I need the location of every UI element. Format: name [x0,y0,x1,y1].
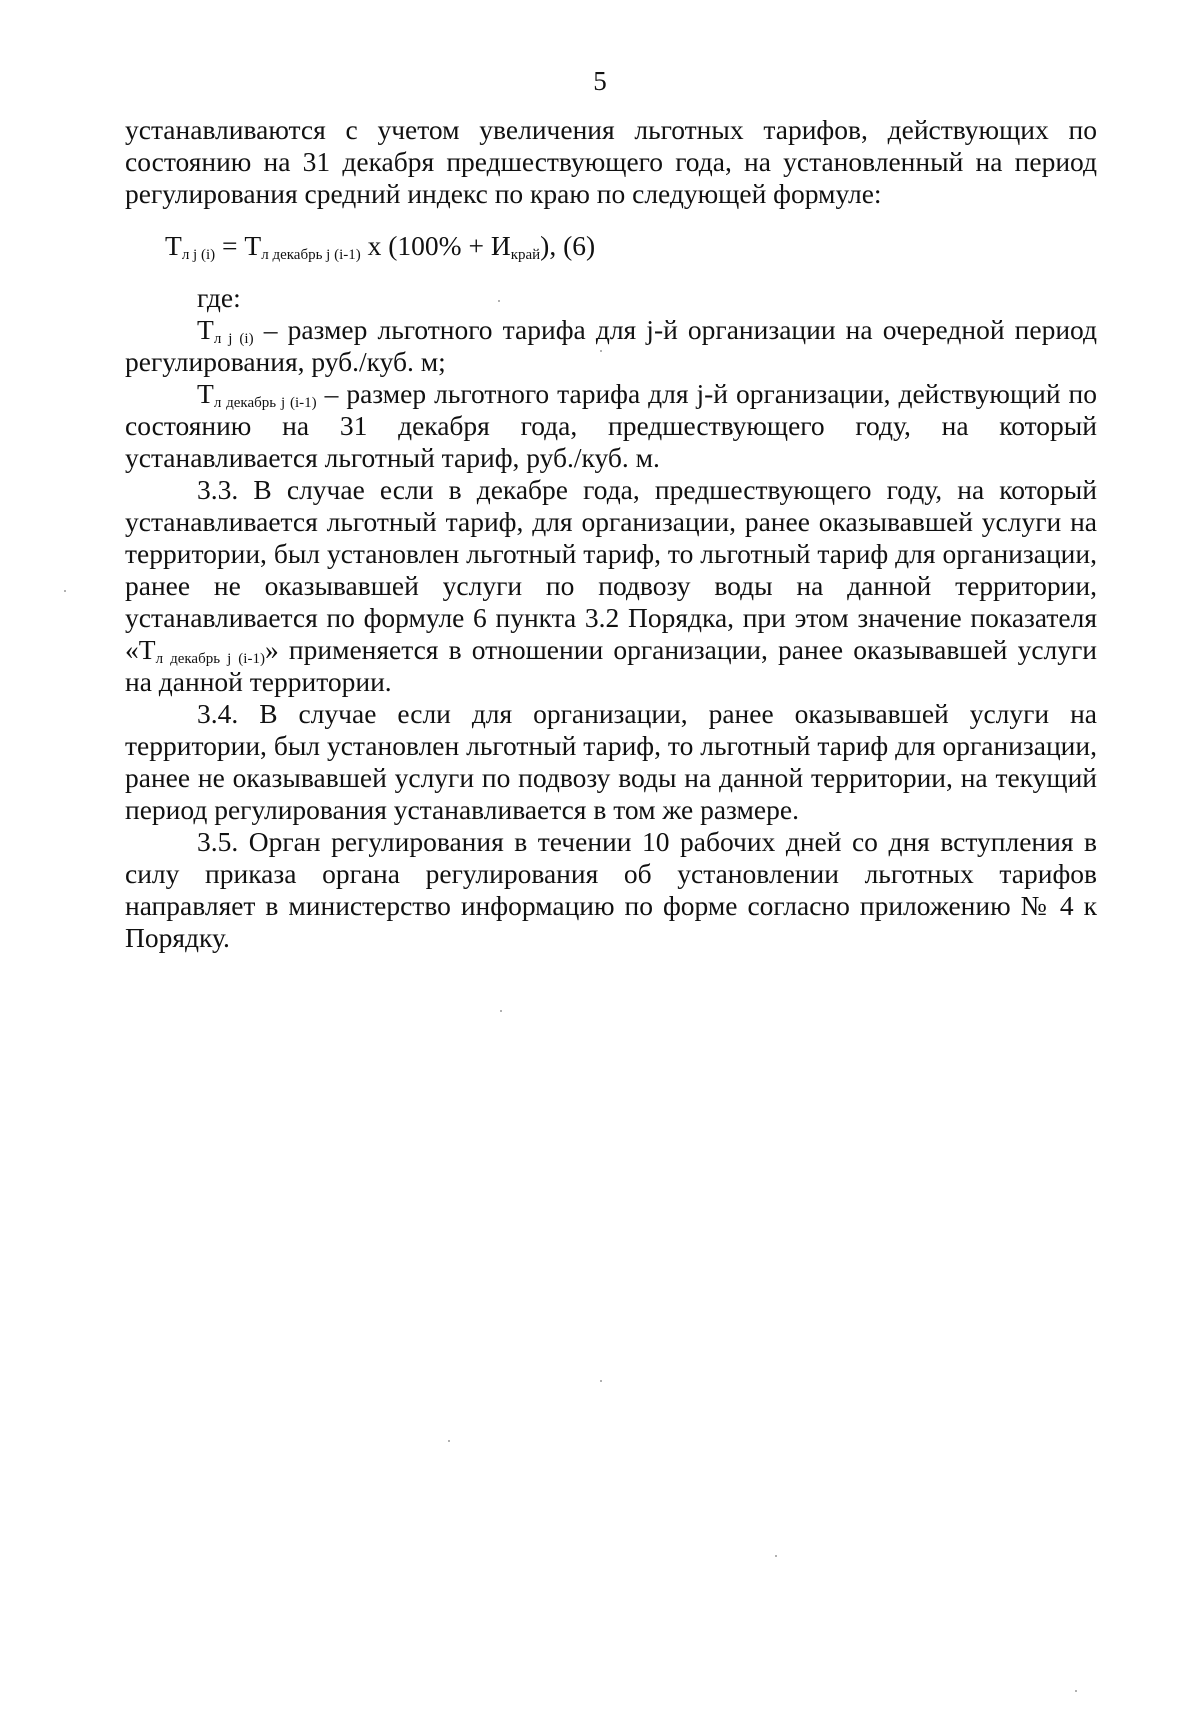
definition-1-text: – размер льготного тарифа для j-й организации на очередной период регулирования, руб./куб. м; [125,314,1098,377]
formula-lhs-symbol: Т [165,230,182,261]
formula-rhs-subscript: л декабрь j (i-1) [261,247,361,263]
document-body [125,114,1097,954]
definition-current-tariff [125,314,1097,378]
definition-2-subscript: л декабрь j (i-1) [213,395,317,411]
paragraph-3-3 [125,474,1097,698]
scan-speck [1075,1690,1077,1692]
scan-speck [775,1555,777,1557]
where-label: где: [197,282,241,313]
paragraph-3-5: 3.5. Орган регулирования в течении 10 рабочих дней со дня вступления в силу приказа органа регулирования об установлении льготных тарифов направляет в министерство информацию по форме согласно приложению № 4 к Порядку. [125,826,1097,953]
definition-1-symbol: Т [197,314,214,345]
paragraph-3-3-tail: » применяется в отношении организации, ранее оказывавшей услуги на данной территории. [125,634,1097,697]
definition-1-subscript: л j (i) [213,331,254,347]
formula-rhs-symbol: Т [244,230,262,261]
formula-tail: ), (6) [540,230,596,261]
paragraph-3-4: 3.4. В случае если для организации, ранее оказывавшей услуги на территории, был установлен льготный тариф, то льготный тариф для организации, ранее не оказывавшей услуги по подвозу воды на данной территории, на текущий период регулирования устанавливается в том же размере. [125,698,1097,825]
paragraph-3-3-text: 3.3. В случае если в декабре года, предшествующего году, на который устанавливается льготный тариф, для организации, ранее оказывавшей услуги на территории, был установлен льготный тариф, то льготный тариф для организации, ранее не оказывавшей услуги по подвозу воды на данной территории, устанавливается по формуле 6 пункта 3.2 Порядка, при этом значение показателя «Т [125,474,1097,665]
scan-speck [448,1440,450,1442]
page-number: 5 [593,66,607,96]
scan-speck [600,350,602,352]
formula-index-subscript: край [510,247,541,263]
formula-rhs-rest: х (100% + И [360,230,511,261]
formula-equals: = [215,230,245,261]
intro-paragraph: устанавливаются с учетом увеличения льготных тарифов, действующих по состоянию на 31 декабря предшествующего года, на установленный на период регулирования средний индекс по краю по следующей формуле: [125,114,1097,209]
scan-speck [64,590,66,592]
paragraph-3-3-subscript: л декабрь j (i-1) [155,651,265,667]
scan-speck [500,1010,502,1012]
definition-december-tariff [125,378,1097,474]
formula-6 [125,230,1097,262]
scan-speck [600,1380,602,1382]
definition-2-text: – размер льготного тарифа для j-й организации, действующий по состоянию на 31 декабря года, предшествующего году, на который устанавливается льготный тариф, руб./куб. м. [125,378,1097,473]
formula-lhs-subscript: л j (i) [181,247,216,263]
definition-2-symbol: Т [197,378,214,409]
scan-speck [498,300,500,302]
